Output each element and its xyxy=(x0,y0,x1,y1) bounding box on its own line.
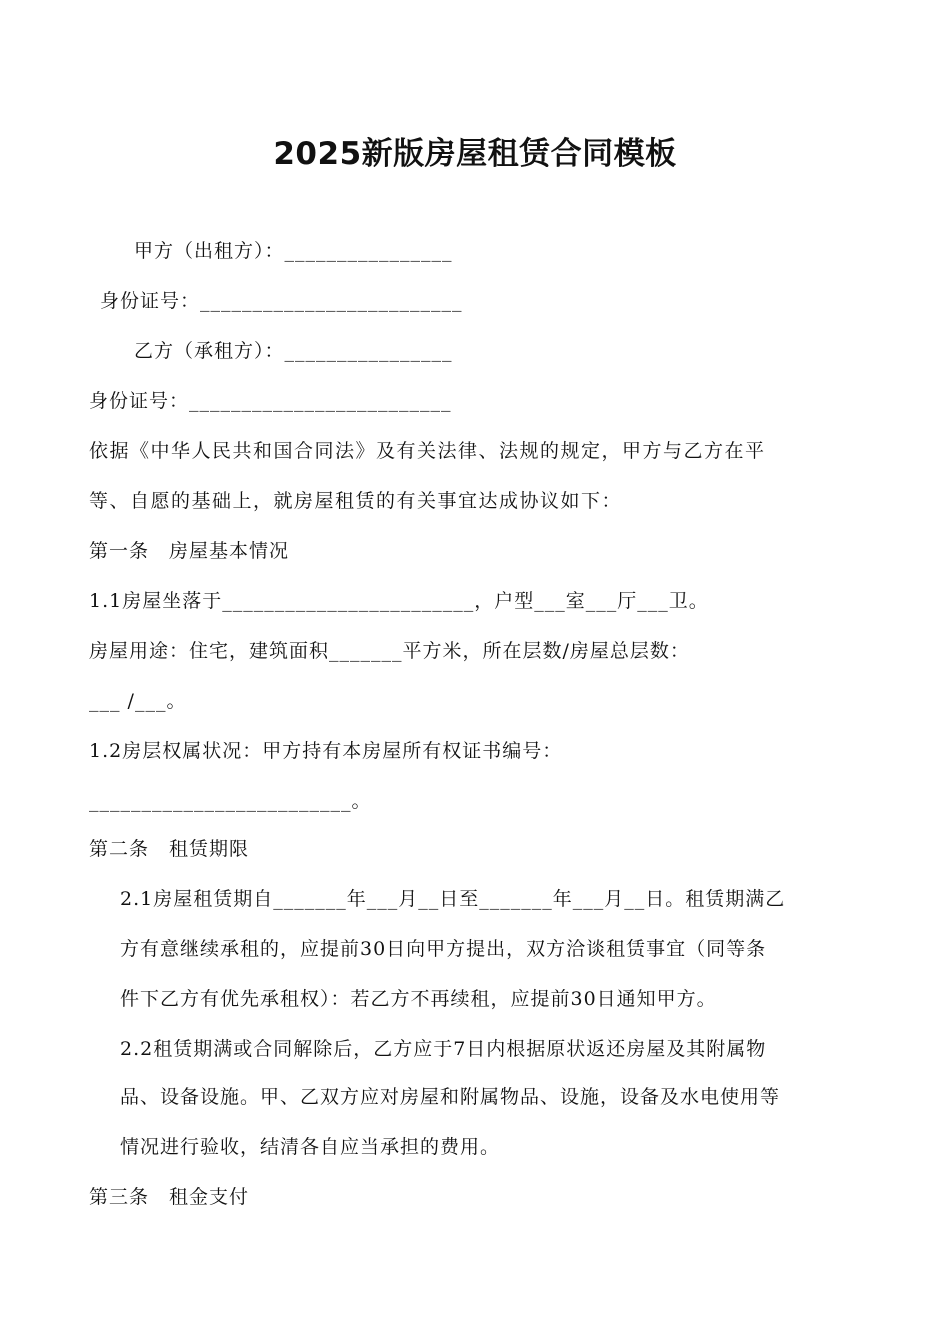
party-a-id-line: 身份证号：_________________________ xyxy=(100,290,463,312)
clause-2-2-line-1: 2.2租赁期满或合同解除后，乙方应于7日内根据原状返还房屋及其附属物 xyxy=(120,1038,767,1060)
clause-2-2-line-2: 品、设备设施。甲、乙双方应对房屋和附属物品、设施，设备及水电使用等 xyxy=(120,1086,781,1108)
article-3-heading: 第三条 租金支付 xyxy=(89,1186,250,1208)
clause-2-1-line-3: 件下乙方有优先承租权）：若乙方不再续租，应提前30日通知甲方。 xyxy=(120,988,717,1010)
clause-2-1-line-2: 方有意继续承租的，应提前30日向甲方提出，双方洽谈租赁事宜（同等条 xyxy=(120,938,767,960)
clause-1-1-line-3: ___ /___。 xyxy=(89,690,187,712)
party-b-id-line: 身份证号：_________________________ xyxy=(89,390,452,412)
party-a-line: 甲方（出租方）：________________ xyxy=(134,240,453,262)
clause-2-1-line-1: 2.1房屋租赁期自_______年___月__日至_______年___月__日。租赁期满乙 xyxy=(120,888,786,910)
clause-1-1-line-2: 房屋用途：住宅，建筑面积_______平方米，所在层数/房屋总层数： xyxy=(89,640,690,662)
clause-1-1-line-1: 1.1房屋坐落于________________________，户型___室___厅___卫。 xyxy=(89,590,709,612)
document-title: 2025新版房屋租赁合同模板 xyxy=(273,136,677,172)
article-1-heading: 第一条 房屋基本情况 xyxy=(89,540,290,562)
party-b-line: 乙方（承租方）：________________ xyxy=(134,340,453,362)
article-2-heading: 第二条 租赁期限 xyxy=(89,838,250,860)
clause-1-2-line-1: 1.2房层权属状况：甲方持有本房屋所有权证书编号： xyxy=(89,740,563,762)
preamble-line-1: 依据《中华人民共和国合同法》及有关法律、法规的规定，甲方与乙方在平 xyxy=(89,440,766,462)
clause-2-2-line-3: 情况进行验收，结清各自应当承担的费用。 xyxy=(120,1136,501,1158)
preamble-line-2: 等、自愿的基础上，就房屋租赁的有关事宜达成协议如下： xyxy=(89,490,623,512)
clause-1-2-line-2: _________________________。 xyxy=(89,790,372,812)
